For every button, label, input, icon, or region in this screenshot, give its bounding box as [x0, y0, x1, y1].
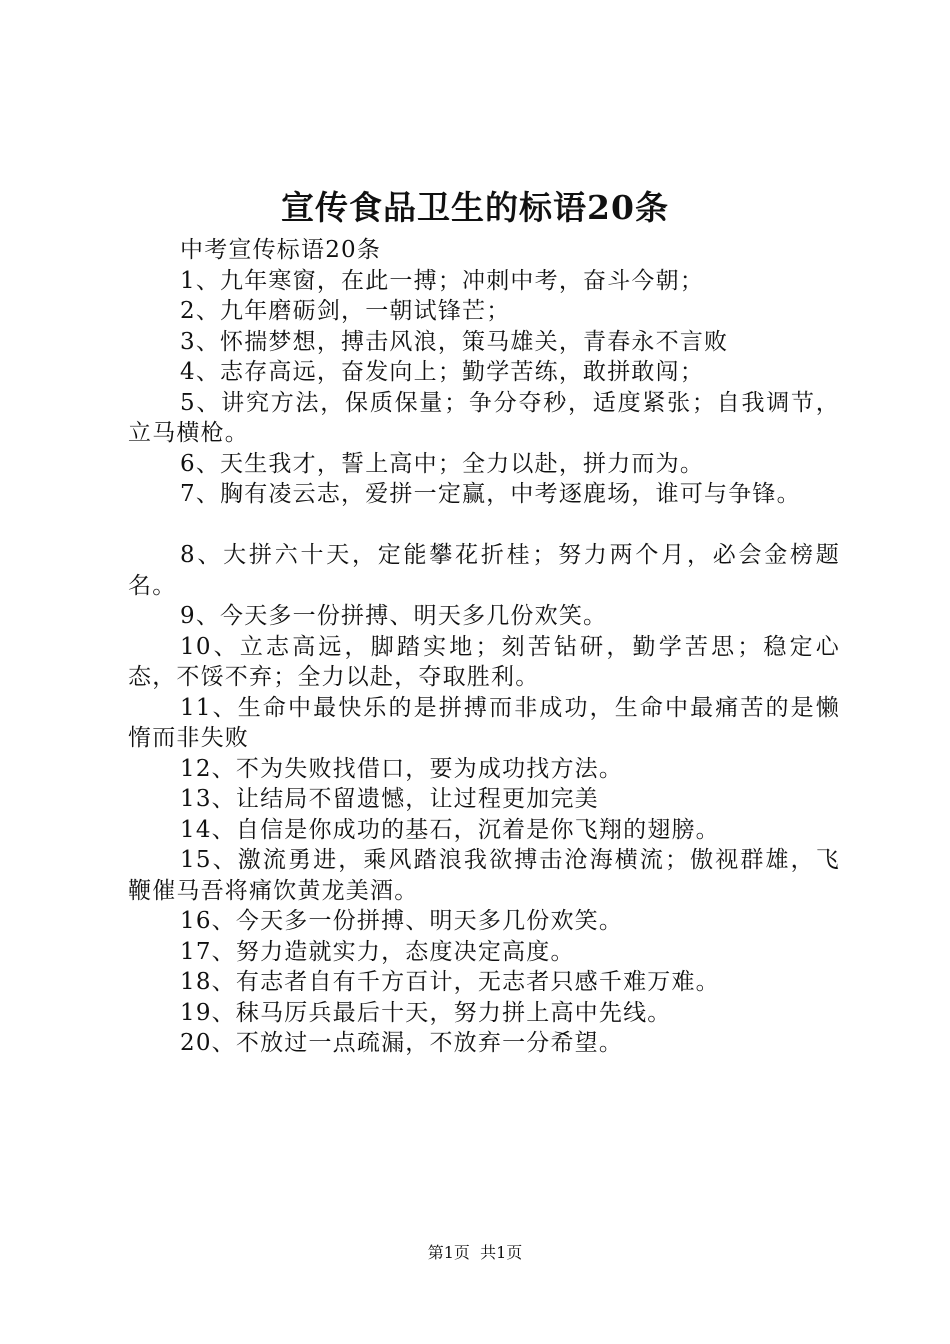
slogan-item: 18、有志者自有千方百计，无志者只感千难万难。	[180, 969, 720, 995]
document-subtitle: 中考宣传标语20条	[180, 237, 382, 263]
slogan-item: 14、自信是你成功的基石，沉着是你飞翔的翅膀。	[180, 816, 720, 843]
slogan-item: 17、努力造就实力，态度决定高度。	[180, 938, 575, 965]
page-number-footer: 第1页 共1页	[427, 1243, 523, 1262]
slogan-item: 15、激流勇进，乘风踏浪我欲搏击沧海横流；傲视群雄，飞鞭催马吾将痛饮黄龙美酒。	[128, 847, 840, 904]
document-body	[128, 235, 840, 1059]
slogan-item: 8、大拼六十天，定能攀花折桂；努力两个月，必会金榜题名。	[128, 542, 840, 599]
slogan-item: 11、生命中最快乐的是拼搏而非成功，生命中最痛苦的是懒惰而非失败	[128, 694, 840, 751]
slogan-item: 19、秣马厉兵最后十天，努力拼上高中先线。	[180, 999, 672, 1026]
slogan-item: 20、不放过一点疏漏，不放弃一分希望。	[180, 1030, 624, 1056]
document-title: 宣传食品卫生的标语20条	[281, 188, 669, 227]
slogan-item: 9、今天多一份拼搏、明天多几份欢笑。	[180, 603, 608, 629]
blank-line	[128, 510, 840, 541]
slogan-item: 6、天生我才，誓上高中；全力以赴，拼力而为。	[180, 450, 705, 477]
slogan-item: 2、九年磨砺剑，一朝试锋芒；	[180, 298, 511, 324]
slogan-item: 1、九年寒窗，在此一搏；冲刺中考，奋斗今朝；	[180, 267, 705, 294]
slogan-item: 12、不为失败找借口，要为成功找方法。	[180, 755, 624, 782]
slogan-item: 7、胸有凌云志，爱拼一定赢，中考逐鹿场，谁可与争锋。	[180, 481, 801, 507]
slogan-item: 4、志存高远，奋发向上；勤学苦练，敢拼敢闯；	[180, 359, 705, 385]
slogan-item: 13、让结局不留遗憾，让过程更加完美	[180, 786, 599, 812]
slogan-item: 16、今天多一份拼搏、明天多几份欢笑。	[180, 908, 624, 934]
slogan-item: 3、怀揣梦想，搏击风浪，策马雄关，青春永不言败	[180, 328, 729, 355]
slogan-item: 10、立志高远，脚踏实地；刻苦钻研，勤学苦思；稳定心态，不馁不弃；全力以赴，夺取胜利。	[128, 633, 840, 690]
slogan-item: 5、讲究方法，保质保量；争分夺秒，适度紧张；自我调节，立马横枪。	[128, 389, 840, 446]
